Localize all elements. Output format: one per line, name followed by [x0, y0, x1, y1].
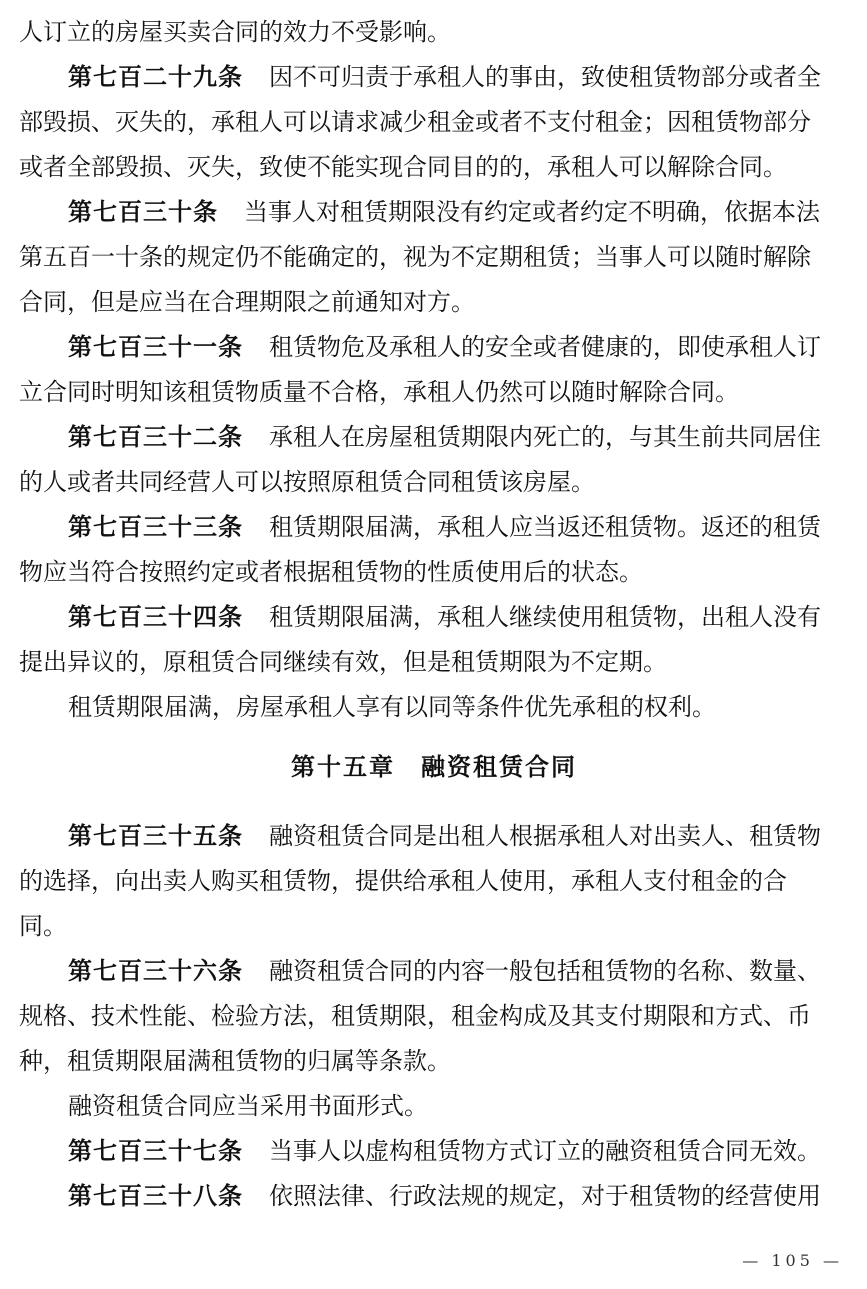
- text-line: [19, 1133, 849, 1178]
- text-line: 或者全部毁损、灭失，致使不能实现合同目的的，承租人可以解除合同。: [19, 153, 787, 181]
- article-732: [19, 419, 849, 509]
- article-number: 第七百三十二条: [68, 423, 243, 451]
- text-line: [19, 329, 849, 374]
- text-segment: 依照法律、行政法规的规定，对于租赁物的经营使用: [269, 1182, 821, 1210]
- text-segment: 融资租赁合同是出租人根据承租人对出卖人、租赁物: [269, 822, 821, 850]
- text-segment: 因不可归责于承租人的事由，致使租赁物部分或者全: [269, 63, 821, 91]
- text-line: [19, 509, 849, 554]
- text-segment: 租赁期限届满，承租人应当返还租赁物。返还的租赁: [269, 513, 821, 541]
- article-number: 第七百三十一条: [68, 333, 243, 361]
- article-737: [19, 1133, 849, 1178]
- document-page: [19, 14, 849, 1223]
- text-line: 的人或者共同经营人可以按照原租赁合同租赁该房屋。: [19, 468, 595, 496]
- text-line: [19, 599, 849, 644]
- text-line: 租赁期限届满，房屋承租人享有以同等条件优先承租的权利。: [68, 693, 716, 721]
- text-line: 物应当符合按照约定或者根据租赁物的性质使用后的状态。: [19, 558, 643, 586]
- text-line: [19, 59, 849, 104]
- article-738: [19, 1178, 849, 1223]
- article-number: 第七百二十九条: [68, 63, 243, 91]
- text-line: 人订立的房屋买卖合同的效力不受影响。: [19, 18, 451, 46]
- article-730: [19, 194, 849, 329]
- page-number: — 105 —: [742, 1251, 843, 1270]
- text-segment: 当事人以虚构租赁物方式订立的融资租赁合同无效。: [269, 1137, 821, 1165]
- article-number: 第七百三十六条: [68, 957, 243, 985]
- article-number: 第七百三十七条: [68, 1137, 243, 1165]
- article-735: [19, 818, 849, 953]
- text-line: 第五百一十条的规定仍不能确定的，视为不定期租赁；当事人可以随时解除: [19, 243, 811, 271]
- text-line: [19, 953, 849, 998]
- text-line: [19, 419, 849, 464]
- chapter-title: 融资租赁合同: [421, 753, 577, 781]
- text-segment: 租赁物危及承租人的安全或者健康的，即使承租人订: [269, 333, 821, 361]
- text-line: 提出异议的，原租赁合同继续有效，但是租赁期限为不定期。: [19, 648, 667, 676]
- text-line: 种，租赁期限届满租赁物的归属等条款。: [19, 1047, 451, 1075]
- article-number: 第七百三十三条: [68, 513, 243, 541]
- article-number: 第七百三十八条: [68, 1182, 243, 1210]
- text-segment: 当事人对租赁期限没有约定或者约定不明确，依据本法: [244, 198, 820, 226]
- text-line: 立合同时明知该租赁物质量不合格，承租人仍然可以随时解除合同。: [19, 378, 739, 406]
- text-line: 同。: [19, 912, 67, 940]
- text-line: 部毁损、灭失的，承租人可以请求减少租金或者不支付租金；因租赁物部分: [19, 108, 811, 136]
- article-734: [19, 599, 849, 734]
- text-line: 融资租赁合同应当采用书面形式。: [68, 1092, 428, 1120]
- text-line: 的选择，向出卖人购买租赁物，提供给承租人使用，承租人支付租金的合: [19, 867, 787, 895]
- chapter-number: 第十五章: [291, 753, 395, 781]
- article-number: 第七百三十五条: [68, 822, 243, 850]
- text-segment: 融资租赁合同的内容一般包括租赁物的名称、数量、: [269, 957, 821, 985]
- text-line: [19, 194, 849, 239]
- article-733: [19, 509, 849, 599]
- text-segment: 承租人在房屋租赁期限内死亡的，与其生前共同居住: [269, 423, 821, 451]
- text-line: [19, 818, 849, 863]
- article-number: 第七百三十四条: [68, 603, 243, 631]
- article-729: [19, 59, 849, 194]
- article-736: [19, 953, 849, 1133]
- text-segment: 租赁期限届满，承租人继续使用租赁物，出租人没有: [269, 603, 821, 631]
- text-line: 规格、技术性能、检验方法，租赁期限，租金构成及其支付期限和方式、币: [19, 1002, 811, 1030]
- article-number: 第七百三十条: [68, 198, 218, 226]
- article-731: [19, 329, 849, 419]
- text-line: [19, 1178, 849, 1223]
- text-line: 合同，但是应当在合理期限之前通知对方。: [19, 288, 475, 316]
- chapter-heading: [19, 749, 849, 785]
